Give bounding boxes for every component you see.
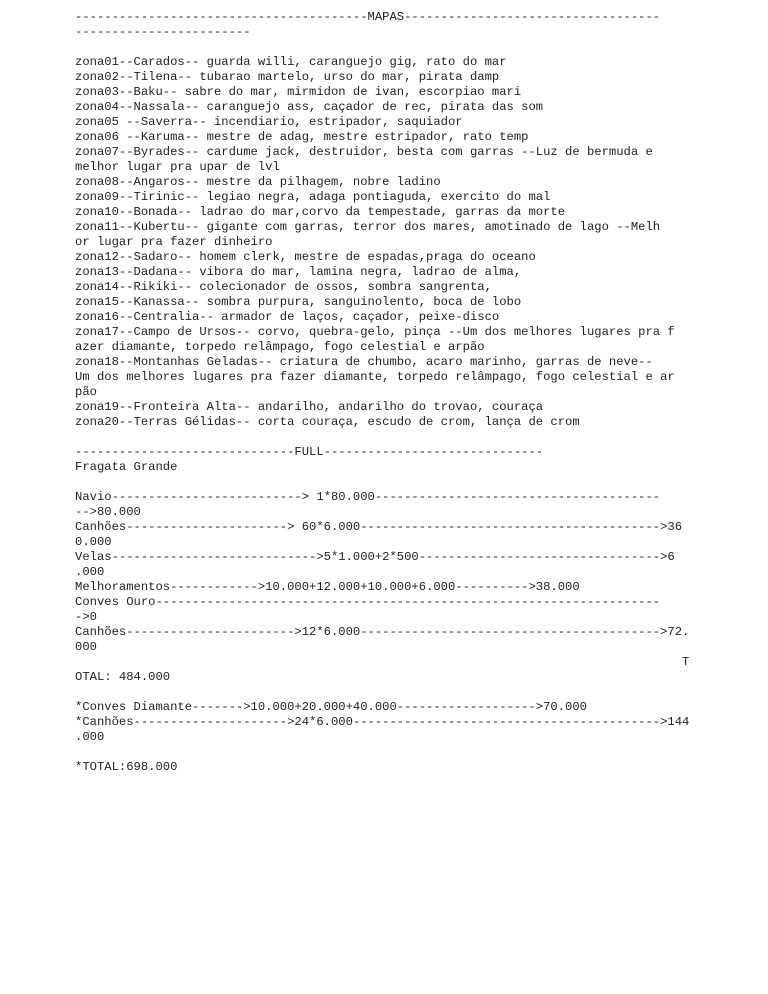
- text-line: OTAL: 484.000: [75, 670, 171, 684]
- text-line: zona16--Centralia-- armador de laços, caçador, peixe-disco: [75, 310, 500, 324]
- text-line: Um dos melhores lugares pra fazer diamante, torpedo relâmpago, fogo celestial e ar: [75, 370, 675, 384]
- text-line: T: [75, 655, 690, 669]
- text-line: zona09--Tirinic-- legiao negra, adaga pontiaguda, exercito do mal: [75, 190, 551, 204]
- text-line: 000: [75, 640, 97, 654]
- text-line: zona05 --Saverra-- incendiario, estripador, saquiador: [75, 115, 463, 129]
- text-line: zona07--Byrades-- cardume jack, destruidor, besta com garras --Luz de bermuda e: [75, 145, 653, 159]
- text-line: [75, 745, 695, 760]
- text-line: Velas---------------------------->5*1.000+2*500--------------------------------->6: [75, 550, 675, 564]
- text-line: zona11--Kubertu-- gigante com garras, terror dos mares, amotinado de lago --Melh: [75, 220, 661, 234]
- text-line: [75, 685, 695, 700]
- text-line: ----------------------------------------MAPAS-----------------------------------: [75, 10, 661, 24]
- text-line: *Canhões--------------------->24*6.000------------------------------------------>144: [75, 715, 690, 729]
- text-line: zona08--Angaros-- mestre da pilhagem, nobre ladino: [75, 175, 441, 189]
- text-line: azer diamante, torpedo relâmpago, fogo celestial e arpão: [75, 340, 485, 354]
- text-line: zona19--Fronteira Alta-- andarilho, andarilho do trovao, couraça: [75, 400, 544, 414]
- text-line: pão: [75, 385, 97, 399]
- text-line: zona14--Rikiki-- colecionador de ossos, sombra sangrenta,: [75, 280, 492, 294]
- text-line: zona04--Nassala-- caranguejo ass, caçador de rec, pirata das som: [75, 100, 544, 114]
- text-line: zona12--Sadaro-- homem clerk, mestre de espadas,praga do oceano: [75, 250, 536, 264]
- text-line: zona03--Baku-- sabre do mar, mirmidon de ivan, escorpiao mari: [75, 85, 522, 99]
- text-line: .000: [75, 730, 105, 744]
- document-text: [75, 10, 695, 775]
- text-line: zona13--Dadana-- vibora do mar, lamina negra, ladrao de alma,: [75, 265, 522, 279]
- text-line: *TOTAL:698.000: [75, 760, 178, 774]
- text-line: zona02--Tilena-- tubarao martelo, urso do mar, pirata damp: [75, 70, 500, 84]
- text-line: zona20--Terras Gélidas-- corta couraça, escudo de crom, lança de crom: [75, 415, 580, 429]
- text-line: -->80.000: [75, 505, 141, 519]
- text-line: melhor lugar pra upar de lvl: [75, 160, 280, 174]
- text-line: ->0: [75, 610, 97, 624]
- text-line: .000: [75, 565, 105, 579]
- text-line: 0.000: [75, 535, 112, 549]
- text-line: zona15--Kanassa-- sombra purpura, sanguinolento, boca de lobo: [75, 295, 522, 309]
- text-line: Navio--------------------------> 1*80.000---------------------------------------: [75, 490, 661, 504]
- text-line: [75, 475, 695, 490]
- text-line: Canhões----------------------->12*6.000----------------------------------------->72.: [75, 625, 690, 639]
- text-line: *Conves Diamante------->10.000+20.000+40.000------------------->70.000: [75, 700, 587, 714]
- text-line: [75, 40, 695, 55]
- text-line: zona17--Campo de Ursos-- corvo, quebra-gelo, pinça --Um dos melhores lugares pra f: [75, 325, 675, 339]
- text-line: or lugar pra fazer dinheiro: [75, 235, 273, 249]
- text-line: zona01--Carados-- guarda willi, caranguejo gig, rato do mar: [75, 55, 507, 69]
- text-line: Canhões----------------------> 60*6.000----------------------------------------->36: [75, 520, 683, 534]
- text-line: zona10--Bonada-- ladrao do mar,corvo da tempestade, garras da morte: [75, 205, 566, 219]
- text-line: ------------------------------FULL------------------------------: [75, 445, 544, 459]
- text-line: ------------------------: [75, 25, 251, 39]
- text-line: Conves Ouro---------------------------------------------------------------------: [75, 595, 661, 609]
- text-line: zona18--Montanhas Geladas-- criatura de chumbo, acaro marinho, garras de neve--: [75, 355, 653, 369]
- text-line: zona06 --Karuma-- mestre de adag, mestre estripador, rato temp: [75, 130, 529, 144]
- text-line: Melhoramentos------------>10.000+12.000+10.000+6.000---------->38.000: [75, 580, 580, 594]
- text-line: [75, 430, 695, 445]
- text-line: Fragata Grande: [75, 460, 178, 474]
